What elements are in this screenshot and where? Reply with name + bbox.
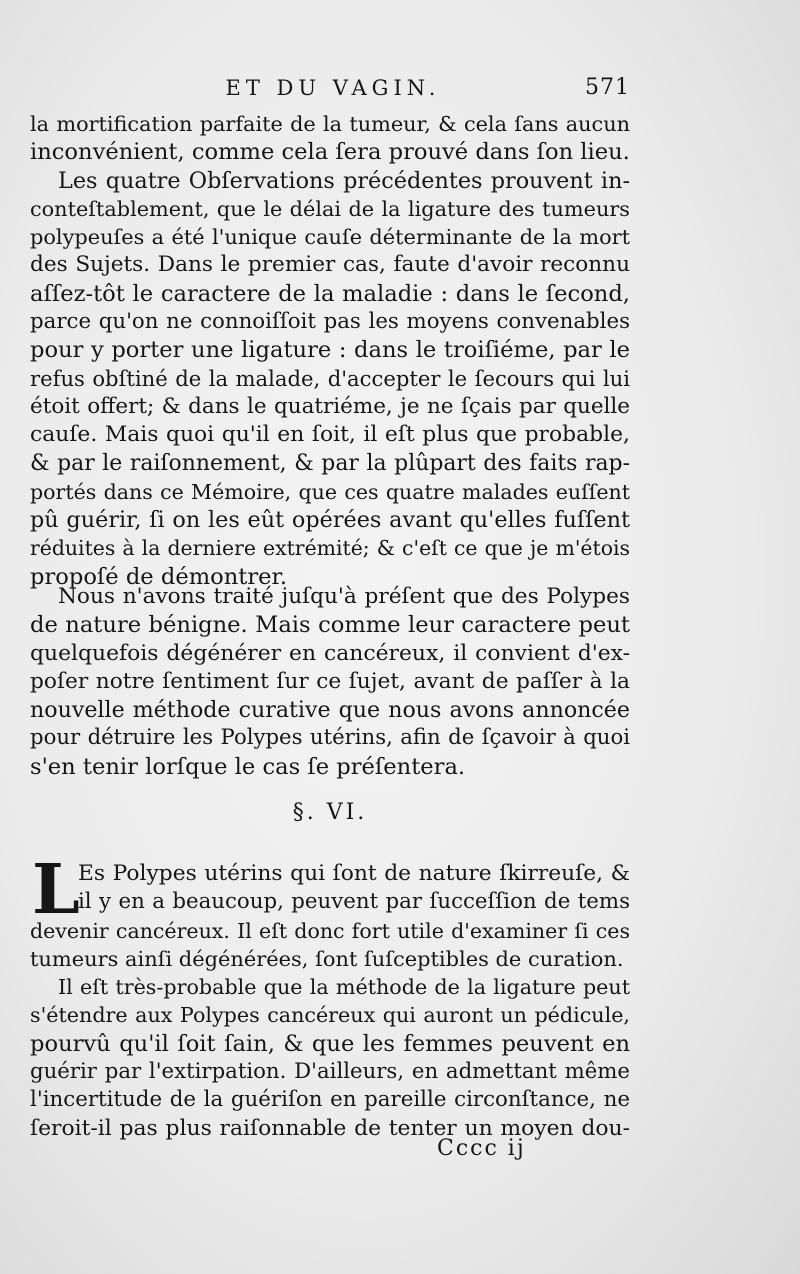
text-line: pour détruire les Polypes utérins, afin de ſçavoir à quoi: [30, 725, 630, 751]
text-line: des Sujets. Dans le premier cas, faute d'avoir reconnu: [30, 252, 630, 278]
text-line: pourvû qu'il ſoit ſain, & que les femmes peuvent en: [30, 1030, 630, 1057]
section-heading: §. VI.: [292, 800, 368, 825]
text-line: étoit offert; & dans le quatriéme, je ne ſçais par quelle: [30, 393, 630, 419]
page-header: [36, 76, 630, 104]
text-block-upper: [30, 110, 630, 591]
text-line: Nous n'avons traité juſqu'à préſent que des Polypes: [58, 584, 630, 609]
text-line: Il eſt très-probable que la méthode de la ligature peut: [58, 975, 630, 1000]
text-line: l'incertitude de la guériſon en pareille circonſtance, ne: [30, 1087, 630, 1113]
text-line: de nature bénigne. Mais comme leur caractere peut: [30, 612, 630, 639]
page-number: 571: [585, 75, 630, 100]
text-line: il y en a beaucoup, peuvent par ſucceſſion de tems: [78, 889, 630, 915]
text-line: inconvénient, comme cela ſera prouvé dans ſon lieu.: [30, 139, 630, 166]
text-line: Es Polypes utérins qui ſont de nature ſkirreuſe, &: [78, 861, 630, 886]
text-line: portés dans ce Mémoire, que ces quatre malades euſſent: [30, 479, 630, 504]
text-line: polypeuſes a été l'unique cauſe déterminante de la mort: [30, 225, 630, 250]
text-line: quelquefois dégénérer en cancéreux, il convient d'ex-: [30, 640, 630, 666]
text-line: pour y porter une ligature : dans le troiſiéme, par le: [30, 337, 630, 364]
text-line: la mortification parfaite de la tumeur, & cela ſans aucun: [30, 112, 630, 136]
text-line: pû guérir, ſi on les eût opérées avant qu'elles fuſſent: [30, 507, 630, 534]
text-line: parce qu'on ne connoiſſoit pas les moyens convenables: [30, 309, 630, 335]
text-line: aſſez-tôt le caractere de la maladie : dans le ſecond,: [30, 280, 630, 307]
text-line: s'étendre aux Polypes cancéreux qui auront un pédicule,: [30, 1003, 630, 1028]
text-line: refus obſtiné de la malade, d'accepter le ſecours qui lui: [30, 365, 630, 391]
text-line: poſer notre ſentiment ſur ce ſujet, avant de paſſer à la: [30, 668, 630, 694]
text-line: guérir par l'extirpation. D'ailleurs, en admettant même: [30, 1059, 630, 1085]
text-line: réduites à la derniere extrémité; & c'eſt ce que je m'étois: [30, 536, 630, 561]
text-line: Les quatre Obſervations précédentes prouvent in-: [58, 167, 630, 194]
text-block-section: [30, 850, 630, 1143]
text-line: nouvelle méthode curative que nous avons annoncée: [30, 697, 630, 724]
text-block-middle: [30, 583, 630, 781]
text-line: cauſe. Mais quoi qu'il en ſoit, il eſt plus que probable,: [30, 422, 630, 448]
text-line: conteſtablement, que le délai de la ligature des tumeurs: [30, 196, 630, 221]
dropcap-paragraph: [30, 850, 630, 930]
running-title: ET DU VAGIN.: [225, 76, 441, 100]
text-line: & par le raiſonnement, & par la plûpart des faits rap-: [30, 450, 630, 476]
drop-cap: L: [32, 850, 80, 930]
text-line: devenir cancéreux. Il eſt donc fort utile d'examiner ſi ces: [30, 918, 630, 943]
signature-mark: Cccc ij: [437, 1136, 526, 1161]
text-line: propoſé de démontrer.: [30, 563, 288, 590]
text-line: tumeurs ainſi dégénérées, ſont ſuſceptibles de curation.: [30, 946, 624, 971]
text-line: ſeroit-il pas plus raiſonnable de tenter un moyen dou-: [30, 1115, 630, 1141]
text-line: s'en tenir lorſque le cas ſe préſentera.: [30, 753, 466, 780]
